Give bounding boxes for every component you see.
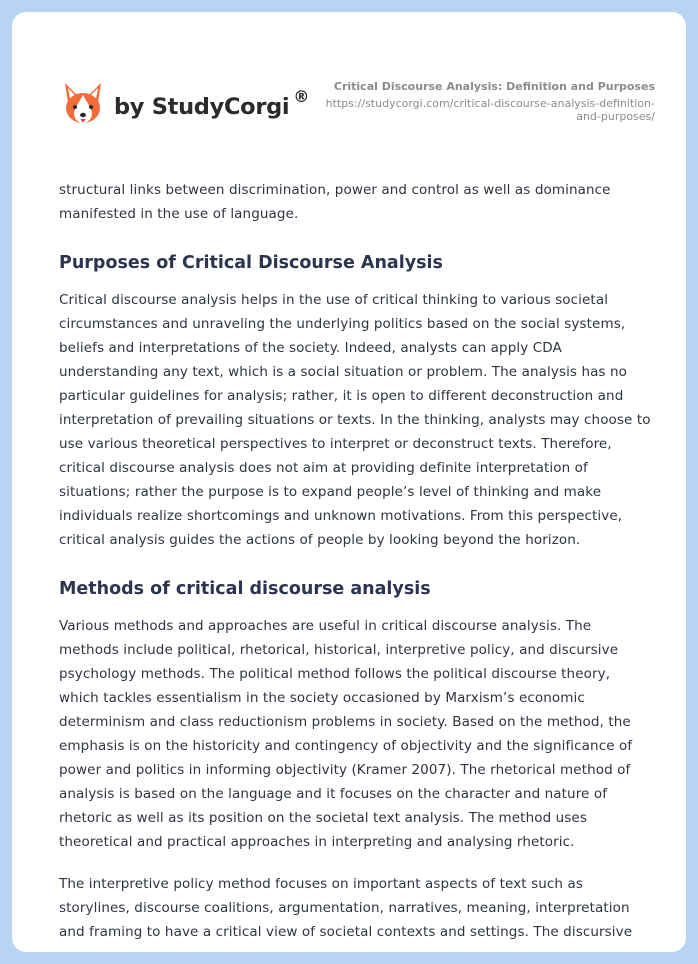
corgi-logo-icon bbox=[60, 79, 106, 129]
document-page bbox=[12, 12, 686, 952]
document-url[interactable]: https://studycorgi.com/critical-discourse-analysis-definition-and-purposes/ bbox=[325, 97, 655, 123]
brand-name: by StudyCorgi ® bbox=[114, 87, 310, 120]
studycorgi-logo[interactable] bbox=[60, 76, 309, 132]
document-meta bbox=[310, 80, 655, 123]
section-heading-purposes: Purposes of Critical Discourse Analysis bbox=[59, 253, 443, 273]
section-heading-methods: Methods of critical discourse analysis bbox=[59, 579, 431, 599]
article-body bbox=[59, 178, 651, 952]
registered-mark: ® bbox=[293, 87, 310, 106]
methods-paragraph-2: The interpretive policy method focuses on important aspects of text such as storylines, discourse coalitions, argumentation, narratives, meaning, interpretation and framing to have a critical view of societal contexts and settings. The discursive bbox=[59, 876, 633, 940]
document-title: Critical Discourse Analysis: Definition and Purposes bbox=[333, 80, 655, 93]
purposes-paragraph: Critical discourse analysis helps in the use of critical thinking to various societal circumstances and unraveling the underlying politics based on the social systems, beliefs and interpretations of the society. Indeed, analysts can apply CDA understanding any text, which is a social situation or problem. The analysis has no particular guidelines for analysis; rather, it is open to different deconstruction and interpretation of prevailing situations or texts. In the thinking, analysts may choose to use various theoretical perspectives to interpret or deconstruct texts. Therefore, critical discourse analysis does not aim at providing definite interpretation of situations; rather the purpose is to expand people’s level of thinking and make individuals realize shortcomings and unknown motivations. From this perspective, critical analysis guides the actions of people by looking beyond the horizon. bbox=[59, 292, 651, 548]
intro-paragraph-fragment: structural links between discrimination, power and control as well as dominance manifested in the use of language. bbox=[59, 182, 611, 222]
methods-paragraph-1: Various methods and approaches are useful in critical discourse analysis. The methods include political, rhetorical, historical, interpretive policy, and discursive psychology methods. The political method follows the political discourse theory, which tackles essentialism in the society occasioned by Marxism’s economic determinism and class reductionism problems in society. Based on the method, the emphasis is on the historicity and contingency of objectivity and the significance of power and politics in informing objectivity (Kramer 2007). The rhetorical method of analysis is based on the language and it focuses on the character and nature of rhetoric as well as its position on the societal text analysis. The method uses theoretical and practical approaches in interpreting and analysing rhetoric. bbox=[59, 618, 633, 850]
